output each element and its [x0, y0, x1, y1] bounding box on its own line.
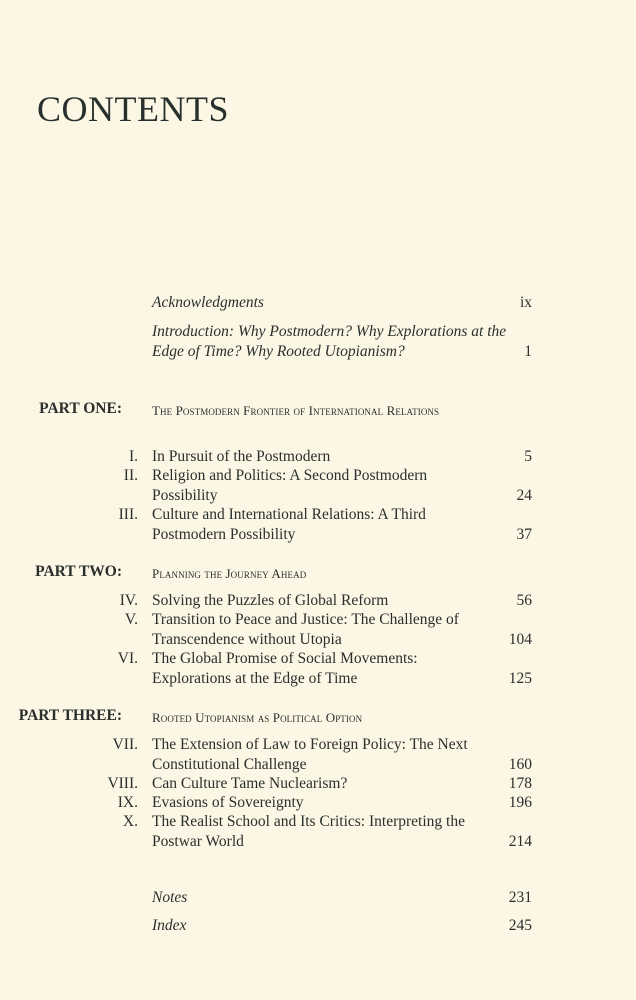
part-three-title: Rooted Utopianism as Political Option	[152, 710, 363, 725]
toc-chapter-9[interactable]	[60, 793, 532, 813]
entry-page: 1	[524, 342, 532, 360]
chapter-page: 104	[508, 630, 532, 648]
entry-page: 231	[508, 889, 532, 906]
chapter-page: 37	[516, 525, 532, 543]
chapter-title: The Realist School and Its Critics: Interpreting the Postwar World	[152, 813, 465, 850]
toc-chapter-8[interactable]	[60, 774, 532, 794]
entry-title: Notes	[152, 889, 188, 906]
chapter-title: The Extension of Law to Foreign Policy: The Next Constitutional Challenge	[152, 736, 468, 773]
toc-chapter-4[interactable]	[60, 591, 532, 611]
entry-title: Introduction: Why Postmodern? Why Explorations at the Edge of Time? Why Rooted Utopianism?	[152, 323, 507, 360]
chapter-page: 178	[508, 775, 532, 792]
chapter-page: 125	[508, 669, 532, 687]
chapter-title: Solving the Puzzles of Global Reform	[152, 592, 389, 609]
toc-entry-introduction[interactable]	[152, 322, 532, 361]
part-one-label: PART ONE:	[39, 400, 122, 417]
toc-chapter-7[interactable]	[60, 735, 532, 774]
chapter-number: X.	[122, 813, 138, 830]
toc-chapter-5[interactable]	[60, 610, 532, 649]
toc-entry-index[interactable]	[152, 916, 532, 936]
page-title: CONTENTS	[37, 89, 229, 129]
toc-entry-acknowledgments[interactable]	[152, 293, 532, 313]
chapter-title: Culture and International Relations: A Third Postmodern Possibility	[152, 506, 426, 543]
entry-title: Index	[152, 917, 187, 934]
toc-chapter-10[interactable]	[60, 812, 532, 851]
chapter-title: Evasions of Sovereignty	[152, 794, 304, 811]
toc-chapter-6[interactable]	[60, 649, 532, 688]
toc-chapter-3[interactable]	[60, 505, 532, 544]
chapter-page: 214	[508, 832, 532, 850]
chapter-page: 24	[516, 486, 532, 504]
part-three-label: PART THREE:	[18, 707, 122, 724]
chapter-title: Can Culture Tame Nuclearism?	[152, 775, 348, 792]
chapter-title: Religion and Politics: A Second Postmodern Possibility	[152, 467, 428, 504]
toc-entry-notes[interactable]	[152, 888, 532, 908]
entry-page: 245	[508, 917, 532, 934]
chapter-title: Transition to Peace and Justice: The Challenge of Transcendence without Utopia	[152, 611, 459, 648]
toc-chapter-1[interactable]	[60, 447, 532, 467]
chapter-number: VIII.	[107, 775, 138, 792]
chapter-number: IX.	[117, 794, 138, 811]
chapter-number: VI.	[117, 650, 138, 667]
part-two-label: PART TWO:	[35, 563, 122, 580]
chapter-number: III.	[118, 506, 138, 523]
chapter-number: IV.	[119, 592, 138, 609]
chapter-number: V.	[124, 611, 138, 628]
entry-title: Acknowledgments	[152, 294, 264, 311]
chapter-page: 196	[508, 794, 532, 811]
chapter-number: VII.	[112, 736, 138, 753]
chapter-title: In Pursuit of the Postmodern	[152, 448, 331, 465]
toc-chapter-2[interactable]	[60, 466, 532, 505]
chapter-page: 5	[524, 448, 532, 465]
chapter-number: I.	[128, 448, 138, 465]
chapter-number: II.	[123, 467, 138, 484]
part-one-title: The Postmodern Frontier of International Relations	[152, 403, 440, 418]
entry-page: ix	[519, 294, 532, 311]
chapter-page: 56	[516, 592, 532, 609]
chapter-title: The Global Promise of Social Movements: Explorations at the Edge of Time	[152, 650, 418, 687]
part-two-title: Planning the Journey Ahead	[152, 566, 307, 581]
chapter-page: 160	[508, 755, 532, 773]
